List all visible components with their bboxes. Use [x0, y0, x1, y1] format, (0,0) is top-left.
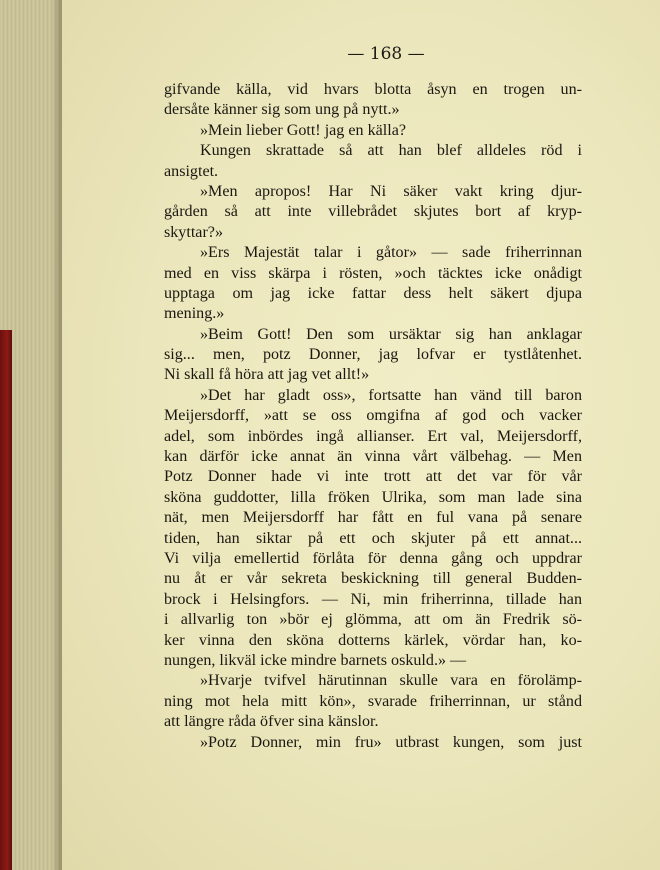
text-line: »Men apropos! Har Ni säker vakt kring djur-: [200, 182, 582, 200]
text-line: gården så att inte villebrådet skjutes bort af kryp-: [164, 203, 582, 221]
text-line: »Beim Gott! Den som ursäktar sig han anklagar: [200, 325, 582, 343]
text-line: ker vinna den sköna dotterns kärlek, vördar han, ko-: [164, 631, 582, 649]
book-page-edges: [0, 0, 62, 870]
text-line: »Ers Majestät talar i gåtor» — sade friherrinnan: [200, 244, 582, 262]
text-line: adel, som inbördes ingå allianser. Ert val, Meijersdorff,: [164, 427, 582, 445]
text-line: gifvande källa, vid hvars blotta åsyn en trogen un-: [164, 81, 582, 98]
text-line: i allvarlig ton »bör ej glömma, att om än Fredrik sö-: [164, 611, 582, 629]
text-line: dersåte känner sig som ung på nytt.»: [164, 101, 400, 119]
text-line: Meijersdorff, »att se oss omgifna af god och vacker: [164, 407, 582, 425]
text-line: sköna guddotter, lilla fröken Ulrika, som man lade sina: [164, 488, 582, 506]
text-line: Ni skall få höra att jag vet allt!»: [164, 366, 370, 384]
text-line: »Potz Donner, min fru» utbrast kungen, som just: [200, 733, 582, 751]
text-line: Potz Donner hade vi inte trott att det var för vår: [164, 468, 582, 486]
text-line: tiden, han siktar på ett och skjuter på ett annat...: [164, 529, 582, 547]
text-line: Kungen skrattade så att han blef alldeles röd i: [200, 142, 582, 160]
text-line: sig... men, potz Donner, jag lofvar er tystlåtenhet.: [164, 346, 582, 364]
text-line: skyttar?»: [164, 223, 223, 241]
text-line: »Hvarje tvifvel härutinnan skulle vara en förolämp-: [200, 672, 582, 690]
text-line: med en viss skärpa i rösten, »och täcktes icke onådigt: [164, 264, 582, 282]
text-line: nungen, likväl icke mindre barnets oskuld.» —: [164, 651, 467, 669]
book-page: [62, 0, 660, 870]
text-line: brock i Helsingfors. — Ni, min friherrinna, tillade han: [164, 590, 582, 608]
text-line: »Det har gladt oss», fortsatte han vänd till baron: [200, 386, 582, 404]
text-line: mening.»: [164, 305, 225, 323]
text-line: »Mein lieber Gott! jag en källa?: [200, 121, 407, 139]
text-line: Vi vilja emellertid förlåta för denna gång och uppdrar: [164, 549, 582, 567]
page-number: — 168 —: [347, 44, 425, 64]
gutter-shadow: [52, 0, 62, 870]
text-line: nät, men Meijersdorff har fått en ful vana på senare: [164, 509, 582, 527]
text-line: att längre råda öfver sina känslor.: [164, 713, 379, 731]
text-line: ansigtet.: [164, 162, 219, 180]
text-line: upptaga om jag icke fattar dess helt säkert djupa: [164, 284, 582, 302]
text-line: nu åt er vår sekreta beskickning till general Budden-: [164, 570, 582, 588]
book-cover-edge: [0, 330, 12, 870]
page-text: [164, 80, 582, 753]
text-line: ning mot hela mitt kön», svarade friherrinnan, ur stånd: [164, 692, 582, 710]
text-line: kan därför icke annat än vinna vårt välbehag. — Men: [164, 448, 582, 466]
